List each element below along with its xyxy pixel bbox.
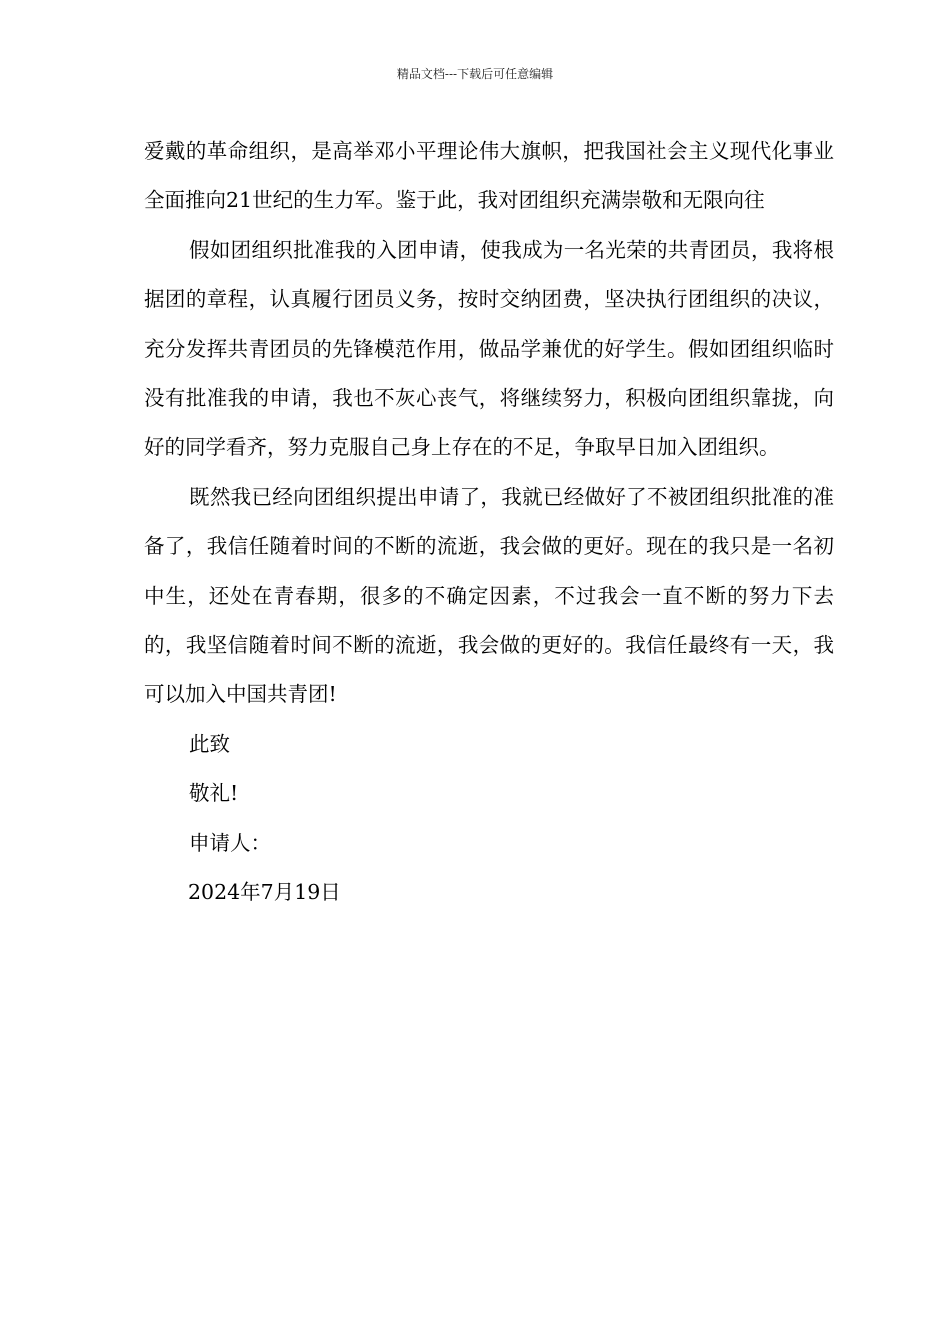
closing-regards: 敬礼! [189,781,239,806]
page-header: 精品文档---下载后可任意编辑 [396,67,554,81]
paragraph-approval: 假如团组织批准我的入团申请，使我成为一名光荣的共青团员，我将根据团的章程，认真履行团员义务，按时交纳团费，坚决执行团组织的决议，充分发挥共青团员的先锋模范作用，做品学兼优的好学生。假如团组织临时没有批准我的申请，我也不灰心丧气，将继续努力，积极向团组织靠拢，向好的同学看齐，努力克服自己身上存在的不足，争取早日加入团组织。 [144,237,834,460]
applicant-label: 申请人： [189,830,271,855]
signature-date: 2024年7月19日 [188,880,341,905]
paragraph-continuation: 爱戴的革命组织，是高举邓小平理论伟大旗帜，把我国社会主义现代化事业全面推向21世纪的生力军。鉴于此，我对团组织充满崇敬和无限向往 [144,139,834,213]
paragraph-commitment: 既然我已经向团组织提出申请了，我就已经做好了不被团组织批准的准备了，我信任随着时间的不断的流逝，我会做的更好。现在的我只是一名初中生，还处在青春期，很多的不确定因素，不过我会一直不断的努力下去的，我坚信随着时间不断的流逝，我会做的更好的。我信任最终有一天，我可以加入中国共青团! [144,484,834,707]
closing-salutation: 此致 [189,731,230,756]
document-body [144,127,834,918]
